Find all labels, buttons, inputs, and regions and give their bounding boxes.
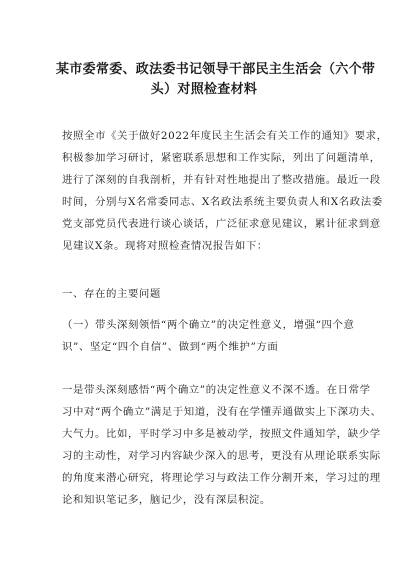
intro-line-2: 积极参加学习研讨，紧密联系思想和工作实际，列出了问题清单， <box>62 152 381 164</box>
subsection-line-2: 识”、坚定“四个自信”、做到“两个维护”方面 <box>62 341 279 353</box>
body-paragraph <box>62 379 382 511</box>
body-line-4: 习的主动性，对学习内容缺少深入的思考，更没有从理论联系实际 <box>62 450 381 462</box>
intro-line-4: 时间，分别与X名常委同志、X名政法系统主要负责人和X名政法委 <box>62 196 383 208</box>
body-line-2: 习中对“两个确立”满足于知道，没有在学懂弄通做实上下深功夫、 <box>62 406 382 418</box>
intro-paragraph <box>62 125 388 257</box>
body-line-5: 的角度来潜心研究，将理论学习与政法工作分割开来，学习过的理 <box>62 472 381 484</box>
body-line-3: 大气力。比如，平时学习中多是被动学，按照文件通知学，缺少学 <box>62 428 381 440</box>
body-line-1: 一是带头深刻感悟“两个确立”的决定性意义不深不透。在日常学 <box>62 384 371 396</box>
intro-line-5: 党支部党员代表进行谈心谈话，广泛征求意见建议，累计征求到意 <box>62 218 381 230</box>
subsection-heading <box>62 314 355 358</box>
title-line-1: 某市委常委、政法委书记领导干部民主生活会（六个带 <box>56 62 376 77</box>
section-heading: 一、存在的主要问题 <box>62 288 161 300</box>
subsection-line-1: （一）带头深刻领悟“两个确立”的决定性意义，增强“四个意 <box>62 319 355 331</box>
body-line-6: 论和知识笔记多，脑记少，没有深层积淀。 <box>62 494 271 506</box>
document-title <box>56 60 376 100</box>
intro-line-1: 按照全市《关于做好2022年度民主生活会有关工作的通知》要求， <box>62 130 388 142</box>
intro-line-3: 进行了深刻的自我剖析，并有针对性地提出了整改措施。最近一段 <box>62 174 381 186</box>
title-line-2: 头）对照检查材料 <box>150 82 258 97</box>
intro-line-6: 见建议X条。现将对照检查情况报告如下： <box>62 240 268 252</box>
